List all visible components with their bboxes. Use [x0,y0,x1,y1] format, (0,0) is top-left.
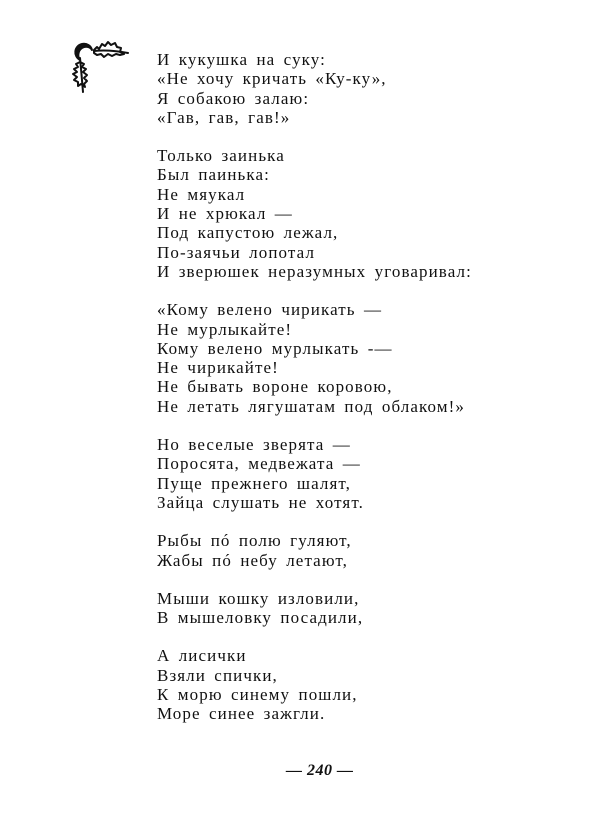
stanza-1 [157,50,577,127]
poem-line: Зайца слушать не хотят. [157,492,364,512]
poem-line: Мыши кошку изловили, [157,588,360,608]
stanza-2 [157,146,577,281]
stanza-4 [157,435,577,512]
poem-line: И зверюшек неразумных уговаривал: [157,261,472,281]
poem-line: Не мурлыкайте! [157,319,293,339]
page-number: — 240 — [286,762,354,779]
poem-line: Пуще прежнего шалят, [157,473,351,493]
stanza-6 [157,589,577,628]
poem-line: По-заячьи лопотал [157,242,316,262]
stanza-3 [157,300,577,416]
poem-line: Поросята, медвежата — [157,454,361,474]
poem-line: К морю синему пошли, [157,685,358,705]
poem-line: И кукушка на суку: [157,50,326,69]
poem-line: «Кому велено чирикать — [157,300,383,320]
stanza-5 [157,531,577,570]
poem-line: Не чирикайте! [157,358,279,378]
stanza-7 [157,646,577,723]
poem-line: Под капустою лежал, [157,223,339,243]
poem-line: «Не хочу кричать «Ку-ку», [157,69,387,89]
holly-branch-ornament-icon [70,36,132,94]
poem-line: Но веселые зверята — [157,435,351,455]
poem-line: Не бывать вороне коровою, [157,377,393,397]
poem-line: Не мяукал [157,184,246,204]
poem-line: А лисички [157,646,247,666]
poem-line: Жабы пó небу летают, [157,550,349,570]
poem-line: Кому велено мурлыкать -— [157,338,393,358]
poem-line: В мышеловку посадили, [157,608,364,628]
poem-line: Море синее зажгли. [157,704,326,724]
poem-line: Был паинька: [157,165,270,185]
poem-line: Рыбы пó полю гуляют, [157,531,352,551]
poem-line: И не хрюкал — [157,204,293,224]
poem-line: Я собакою залаю: [157,88,310,108]
poem-line: Не летать лягушатам под облаком!» [157,396,465,416]
poem-body [157,50,577,724]
poem-line: Только заинька [157,146,285,166]
poem-line: Взяли спички, [157,665,278,685]
poem-line: «Гав, гав, гав!» [157,107,291,127]
